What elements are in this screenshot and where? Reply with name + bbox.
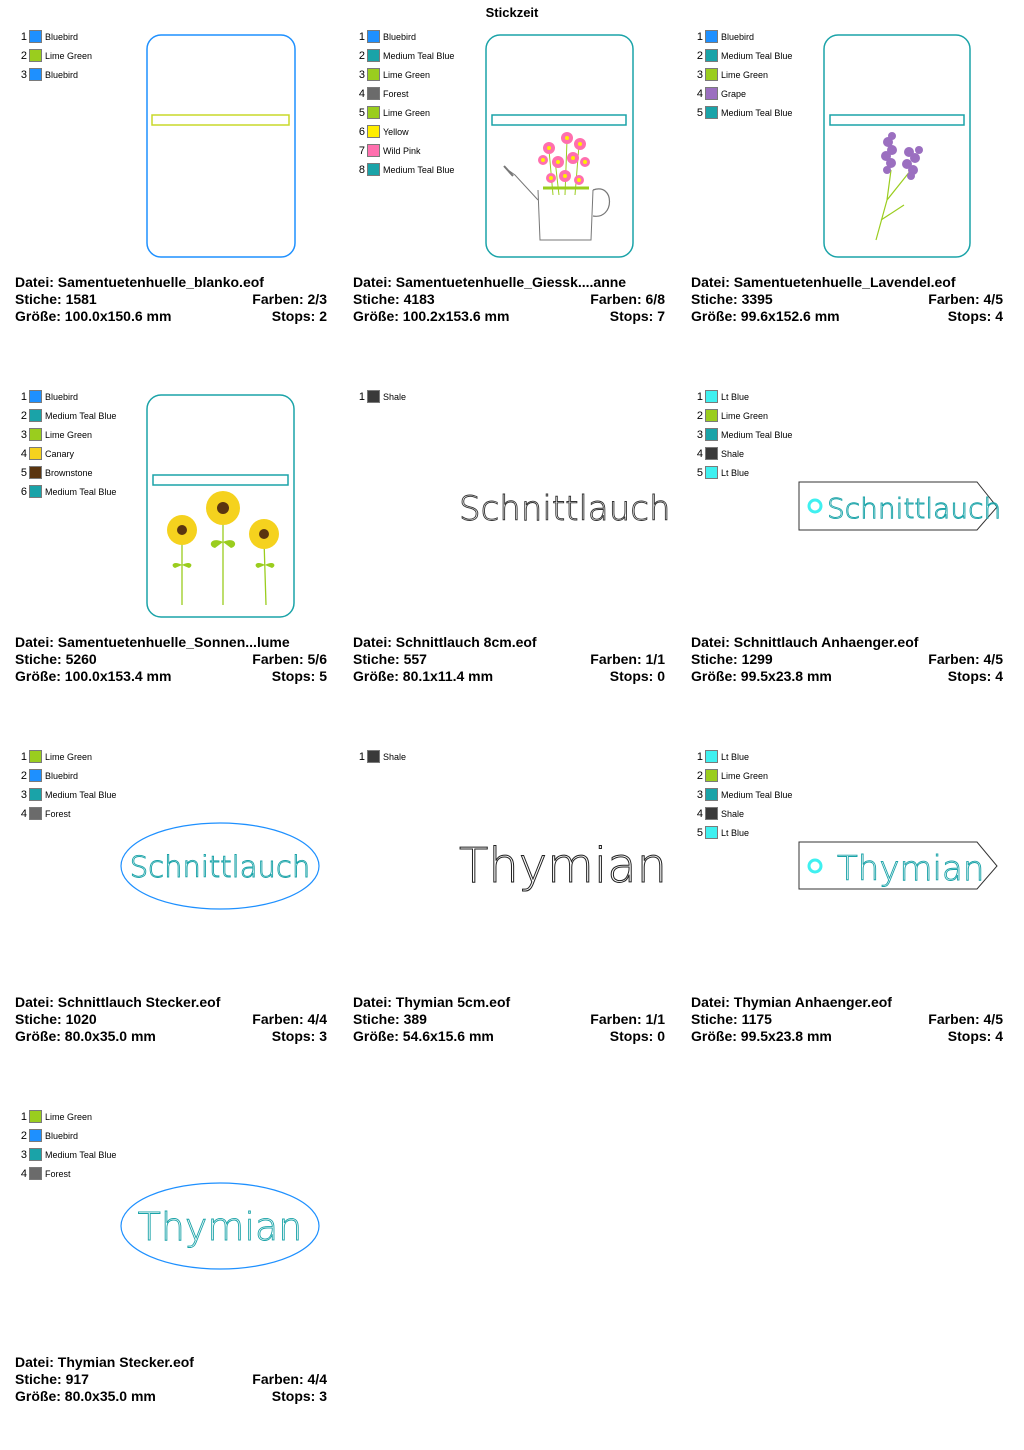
color-swatch-row [353, 68, 483, 87]
color-number: 2 [358, 50, 365, 62]
lettering-text: Schnittlauch [459, 489, 671, 529]
color-name: Forest [383, 89, 409, 99]
lettering-text: Thymian [459, 838, 668, 894]
design-card [691, 750, 1011, 1090]
color-swatch-row [691, 87, 821, 106]
color-swatch-row [691, 447, 821, 466]
color-swatch [29, 750, 42, 763]
color-swatch [367, 144, 380, 157]
design-info [15, 634, 327, 685]
color-name: Bluebird [383, 32, 417, 42]
color-swatch [705, 87, 718, 100]
info-row [691, 668, 1003, 685]
file-name: Datei: Thymian Anhaenger.eof [691, 994, 892, 1010]
color-name: Bluebird [45, 32, 79, 42]
info-row [353, 291, 665, 308]
info-row [353, 274, 665, 291]
color-swatch-row [353, 30, 483, 49]
design-size: Größe: 54.6x15.6 mm [353, 1028, 494, 1044]
color-name: Yellow [383, 127, 409, 137]
color-name: Medium Teal Blue [721, 790, 793, 800]
color-swatch-row [15, 769, 145, 788]
info-row [691, 1028, 1003, 1045]
color-swatch-row [15, 485, 145, 504]
design-card [691, 390, 1011, 730]
file-name: Datei: Samentuetenhuelle_Sonnen...lume [15, 634, 290, 650]
color-name: Lt Blue [721, 828, 750, 838]
color-swatch-row [15, 409, 145, 428]
color-swatch [705, 466, 718, 479]
color-swatch-row [15, 447, 145, 466]
color-swatch-row [15, 750, 145, 769]
color-swatch [367, 106, 380, 119]
color-swatch [367, 87, 380, 100]
color-name: Medium Teal Blue [383, 165, 455, 175]
color-name: Lime Green [721, 771, 769, 781]
color-number: 3 [20, 1149, 27, 1161]
color-number: 4 [358, 88, 365, 100]
color-number: 3 [696, 789, 703, 801]
color-name: Lime Green [383, 70, 431, 80]
color-swatch-row [15, 1129, 145, 1148]
color-name: Shale [721, 809, 745, 819]
color-count: Farben: 4/5 [928, 651, 1003, 667]
color-swatch-row [353, 125, 483, 144]
color-name: Grape [721, 89, 747, 99]
file-name: Datei: Samentuetenhuelle_Lavendel.eof [691, 274, 956, 290]
file-name: Datei: Schnittlauch Anhaenger.eof [691, 634, 919, 650]
color-name: Bluebird [45, 70, 79, 80]
design-size: Größe: 100.2x153.6 mm [353, 308, 510, 324]
color-swatch-row [15, 807, 145, 826]
info-row [691, 651, 1003, 668]
color-number: 2 [696, 770, 703, 782]
stop-count: Stops: 2 [271, 308, 327, 324]
lettering-text: Thymian [137, 1205, 303, 1249]
info-row [15, 634, 327, 651]
color-list [15, 30, 145, 87]
color-count: Farben: 4/4 [252, 1011, 327, 1027]
color-swatch-row [15, 49, 145, 68]
info-row [15, 291, 327, 308]
color-name: Lime Green [45, 1112, 93, 1122]
color-swatch-row [15, 30, 145, 49]
color-number: 3 [696, 69, 703, 81]
color-list [15, 390, 145, 504]
color-name: Lt Blue [721, 752, 750, 762]
color-count: Farben: 2/3 [252, 291, 327, 307]
color-swatch-row [691, 68, 821, 87]
info-row [353, 651, 665, 668]
color-name: Lime Green [45, 51, 93, 61]
color-number: 3 [20, 429, 27, 441]
design-info [353, 994, 665, 1045]
color-swatch [367, 390, 380, 403]
color-number: 1 [20, 1111, 27, 1123]
color-name: Shale [383, 392, 407, 402]
info-row [691, 308, 1003, 325]
design-info [15, 994, 327, 1045]
color-count: Farben: 6/8 [590, 291, 665, 307]
color-count: Farben: 1/1 [590, 1011, 665, 1027]
info-row [353, 1011, 665, 1028]
color-swatch-row [691, 466, 821, 485]
color-swatch [29, 466, 42, 479]
stop-count: Stops: 4 [947, 308, 1003, 324]
color-swatch [29, 485, 42, 498]
design-info [353, 274, 665, 325]
stitch-count: Stiche: 4183 [353, 291, 435, 307]
design-info [15, 1354, 327, 1405]
lettering-icon [353, 750, 673, 990]
info-row [15, 308, 327, 325]
color-number: 6 [358, 126, 365, 138]
info-row [15, 274, 327, 291]
color-swatch [29, 428, 42, 441]
color-name: Bluebird [721, 32, 755, 42]
design-info [691, 634, 1003, 685]
color-name: Lime Green [721, 411, 769, 421]
file-name: Datei: Samentuetenhuelle_Giessk....anne [353, 274, 627, 290]
design-card [15, 30, 335, 370]
color-number: 4 [696, 808, 703, 820]
color-list [15, 1110, 145, 1186]
color-name: Bluebird [45, 392, 79, 402]
color-number: 4 [20, 1168, 27, 1180]
design-card [15, 750, 335, 1090]
stitch-count: Stiche: 557 [353, 651, 427, 667]
color-number: 1 [20, 751, 27, 763]
color-swatch [705, 390, 718, 403]
page-title: Stickzeit [485, 5, 539, 20]
color-name: Medium Teal Blue [45, 411, 117, 421]
color-name: Wild Pink [383, 146, 421, 156]
design-card [691, 30, 1011, 370]
color-swatch-row [15, 68, 145, 87]
color-number: 6 [20, 486, 27, 498]
color-name: Lime Green [383, 108, 431, 118]
color-swatch [29, 390, 42, 403]
stop-count: Stops: 4 [947, 668, 1003, 684]
lettering-text: Schnittlauch [129, 850, 311, 884]
color-number: 5 [696, 467, 703, 479]
color-number: 3 [358, 69, 365, 81]
color-swatch [367, 68, 380, 81]
color-swatch [29, 409, 42, 422]
design-size: Größe: 99.6x152.6 mm [691, 308, 840, 324]
color-swatch [705, 30, 718, 43]
color-swatch [29, 788, 42, 801]
color-swatch-row [353, 750, 483, 769]
stop-count: Stops: 0 [609, 668, 665, 684]
info-row [15, 994, 327, 1011]
color-swatch-row [691, 788, 821, 807]
color-swatch-row [15, 428, 145, 447]
stitch-count: Stiche: 389 [353, 1011, 427, 1027]
stitch-count: Stiche: 1581 [15, 291, 97, 307]
color-swatch-row [15, 1110, 145, 1129]
design-card [353, 30, 673, 370]
color-swatch [367, 30, 380, 43]
stitch-count: Stiche: 1299 [691, 651, 773, 667]
color-number: 5 [20, 467, 27, 479]
design-info [691, 274, 1003, 325]
info-row [353, 994, 665, 1011]
lettering-text: Schnittlauch [827, 492, 1002, 525]
color-swatch-row [691, 428, 821, 447]
color-number: 2 [20, 50, 27, 62]
color-swatch [29, 807, 42, 820]
color-count: Farben: 1/1 [590, 651, 665, 667]
file-name: Datei: Schnittlauch 8cm.eof [353, 634, 537, 650]
color-swatch-row [353, 106, 483, 125]
color-number: 1 [696, 751, 703, 763]
color-swatch [29, 49, 42, 62]
color-list [691, 750, 821, 845]
design-card [15, 390, 335, 730]
design-card [353, 750, 673, 1090]
stop-count: Stops: 3 [271, 1388, 327, 1404]
info-row [691, 291, 1003, 308]
design-size: Größe: 99.5x23.8 mm [691, 668, 832, 684]
color-name: Lt Blue [721, 468, 750, 478]
color-swatch [29, 1167, 42, 1180]
color-swatch-row [691, 106, 821, 125]
info-row [353, 668, 665, 685]
color-name: Shale [383, 752, 407, 762]
color-name: Medium Teal Blue [721, 51, 793, 61]
color-name: Canary [45, 449, 75, 459]
info-row [691, 634, 1003, 651]
color-name: Medium Teal Blue [45, 790, 117, 800]
info-row [691, 274, 1003, 291]
info-row [691, 1011, 1003, 1028]
file-name: Datei: Schnittlauch Stecker.eof [15, 994, 221, 1010]
color-swatch [29, 769, 42, 782]
color-number: 2 [20, 770, 27, 782]
color-swatch [29, 447, 42, 460]
color-swatch [29, 1129, 42, 1142]
color-swatch [705, 447, 718, 460]
color-count: Farben: 4/5 [928, 1011, 1003, 1027]
design-size: Größe: 99.5x23.8 mm [691, 1028, 832, 1044]
color-number: 1 [358, 31, 365, 43]
color-swatch [367, 49, 380, 62]
color-swatch [705, 750, 718, 763]
color-swatch-row [15, 1148, 145, 1167]
color-name: Bluebird [45, 1131, 79, 1141]
design-size: Größe: 80.1x11.4 mm [353, 668, 494, 684]
color-name: Lime Green [721, 70, 769, 80]
color-swatch [367, 163, 380, 176]
color-name: Medium Teal Blue [721, 430, 793, 440]
color-number: 1 [20, 31, 27, 43]
color-name: Medium Teal Blue [45, 487, 117, 497]
color-swatch-row [353, 49, 483, 68]
color-number: 2 [696, 410, 703, 422]
color-number: 2 [696, 50, 703, 62]
color-swatch [705, 409, 718, 422]
color-number: 4 [696, 88, 703, 100]
color-name: Brownstone [45, 468, 93, 478]
info-row [15, 1011, 327, 1028]
info-row [15, 651, 327, 668]
color-name: Medium Teal Blue [45, 1150, 117, 1160]
stitch-count: Stiche: 917 [15, 1371, 89, 1387]
color-swatch [705, 788, 718, 801]
color-swatch [705, 769, 718, 782]
stop-count: Stops: 4 [947, 1028, 1003, 1044]
color-swatch-row [691, 769, 821, 788]
design-info [691, 994, 1003, 1045]
color-swatch-row [15, 788, 145, 807]
color-number: 3 [20, 789, 27, 801]
stitch-count: Stiche: 5260 [15, 651, 97, 667]
lettering-icon [353, 390, 673, 630]
design-info [15, 274, 327, 325]
color-swatch-row [691, 826, 821, 845]
color-swatch [705, 826, 718, 839]
info-row [353, 634, 665, 651]
stop-count: Stops: 7 [609, 308, 665, 324]
color-list [15, 750, 145, 826]
design-size: Größe: 100.0x150.6 mm [15, 308, 172, 324]
info-row [15, 1388, 327, 1405]
color-name: Forest [45, 809, 71, 819]
color-count: Farben: 4/4 [252, 1371, 327, 1387]
color-list [353, 30, 483, 182]
color-number: 3 [696, 429, 703, 441]
color-swatch-row [15, 466, 145, 485]
file-name: Datei: Samentuetenhuelle_blanko.eof [15, 274, 264, 290]
color-swatch-row [15, 390, 145, 409]
color-swatch-row [691, 409, 821, 428]
color-name: Lt Blue [721, 392, 750, 402]
color-list [691, 30, 821, 125]
info-row [353, 308, 665, 325]
color-name: Lime Green [45, 752, 93, 762]
color-swatch-row [691, 390, 821, 409]
color-swatch-row [691, 30, 821, 49]
color-swatch [367, 125, 380, 138]
color-name: Shale [721, 449, 745, 459]
color-swatch [29, 68, 42, 81]
color-number: 4 [20, 808, 27, 820]
design-card [15, 1110, 335, 1450]
color-number: 1 [696, 391, 703, 403]
color-number: 1 [358, 751, 365, 763]
color-name: Forest [45, 1169, 71, 1179]
color-number: 8 [358, 164, 365, 176]
color-number: 4 [696, 448, 703, 460]
color-swatch [705, 49, 718, 62]
stop-count: Stops: 5 [271, 668, 327, 684]
color-count: Farben: 5/6 [252, 651, 327, 667]
info-row [691, 994, 1003, 1011]
color-count: Farben: 4/5 [928, 291, 1003, 307]
color-swatch-row [691, 807, 821, 826]
info-row [15, 668, 327, 685]
design-size: Größe: 80.0x35.0 mm [15, 1028, 156, 1044]
design-card [353, 390, 673, 730]
color-number: 5 [696, 827, 703, 839]
file-name: Datei: Thymian Stecker.eof [15, 1354, 194, 1370]
color-swatch [705, 428, 718, 441]
color-list [691, 390, 821, 485]
info-row [15, 1371, 327, 1388]
color-swatch-row [15, 1167, 145, 1186]
color-name: Bluebird [45, 771, 79, 781]
color-swatch-row [353, 390, 483, 409]
info-row [15, 1354, 327, 1371]
color-number: 3 [20, 69, 27, 81]
color-number: 2 [20, 1130, 27, 1142]
file-name: Datei: Thymian 5cm.eof [353, 994, 511, 1010]
color-swatch [705, 106, 718, 119]
color-swatch-row [353, 163, 483, 182]
lettering-text: Thymian [837, 849, 985, 889]
color-swatch [29, 1110, 42, 1123]
info-row [353, 1028, 665, 1045]
info-row [15, 1028, 327, 1045]
stitch-count: Stiche: 1175 [691, 1011, 772, 1027]
stitch-count: Stiche: 1020 [15, 1011, 97, 1027]
color-name: Medium Teal Blue [721, 108, 793, 118]
design-size: Größe: 100.0x153.4 mm [15, 668, 172, 684]
color-swatch [705, 807, 718, 820]
color-swatch-row [691, 750, 821, 769]
stop-count: Stops: 0 [609, 1028, 665, 1044]
color-number: 5 [696, 107, 703, 119]
color-number: 7 [358, 145, 365, 157]
color-number: 1 [358, 391, 365, 403]
color-name: Lime Green [45, 430, 93, 440]
stitch-count: Stiche: 3395 [691, 291, 773, 307]
design-info [353, 634, 665, 685]
design-size: Größe: 80.0x35.0 mm [15, 1388, 156, 1404]
color-swatch [367, 750, 380, 763]
color-list [353, 750, 483, 769]
color-number: 1 [20, 391, 27, 403]
color-number: 2 [20, 410, 27, 422]
color-number: 1 [696, 31, 703, 43]
color-swatch-row [691, 49, 821, 68]
color-name: Medium Teal Blue [383, 51, 455, 61]
color-number: 4 [20, 448, 27, 460]
color-list [353, 390, 483, 409]
color-swatch [29, 30, 42, 43]
color-swatch-row [353, 87, 483, 106]
color-swatch-row [353, 144, 483, 163]
color-number: 5 [358, 107, 365, 119]
color-swatch [29, 1148, 42, 1161]
stop-count: Stops: 3 [271, 1028, 327, 1044]
color-swatch [705, 68, 718, 81]
